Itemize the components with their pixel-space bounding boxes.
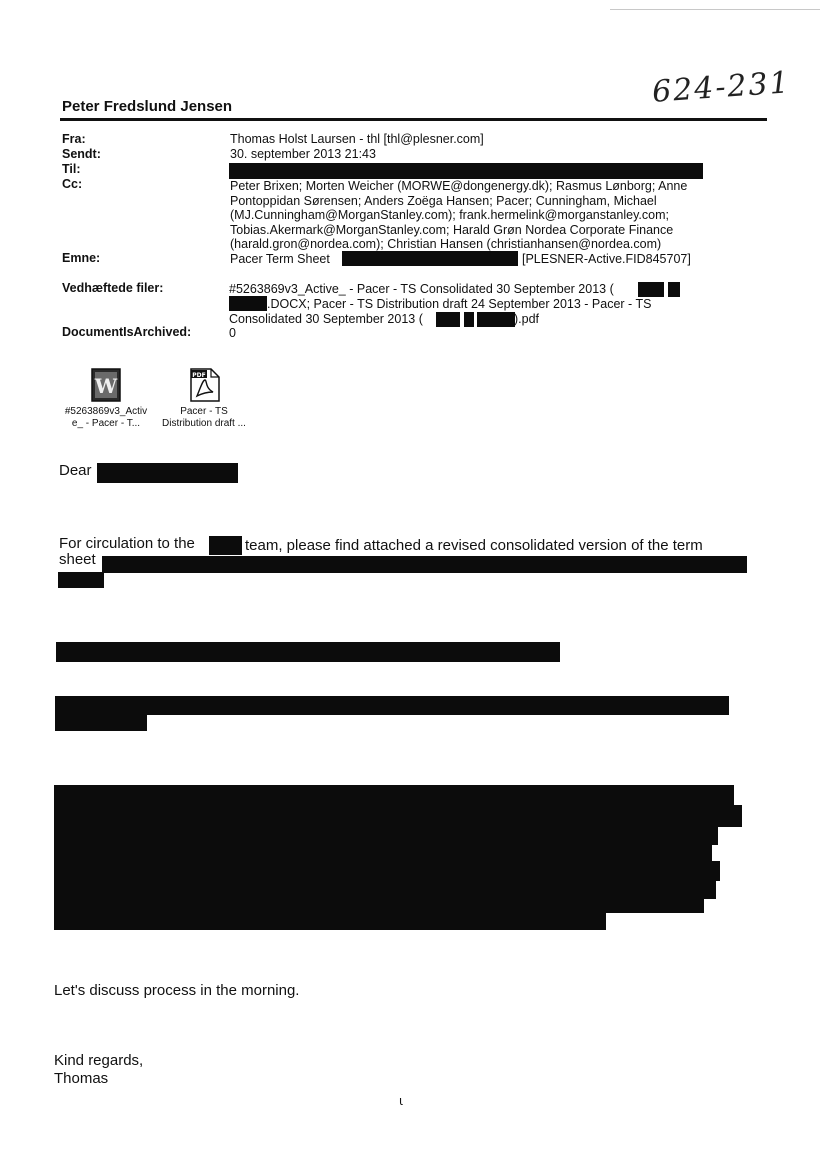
- redaction-attach-1: [638, 282, 664, 297]
- redaction-sheet-line-2: [58, 572, 104, 588]
- attachment-1-caption-line2: e_ - Pacer - T...: [71, 418, 141, 429]
- greeting: Dear: [59, 462, 92, 479]
- handwritten-note: 624-231: [650, 65, 792, 110]
- from-value: Thomas Holst Laursen - thl [thl@plesner.com]: [230, 132, 484, 146]
- attachments-label: Vedhæftede filer:: [62, 281, 164, 295]
- redaction-greeting-name: [97, 463, 238, 483]
- redaction-paragraph-3h: [54, 911, 606, 930]
- attachments-line-2: .DOCX; Pacer - TS Distribution draft 24 September 2013 - Pacer - TS: [267, 297, 652, 311]
- closing: Kind regards,: [54, 1052, 144, 1069]
- from-label: Fra:: [62, 132, 86, 146]
- attachment-2-caption-line1: Pacer - TS: [180, 406, 228, 417]
- redaction-attach-4: [436, 312, 460, 327]
- archived-value: 0: [229, 326, 236, 340]
- redaction-team-name: [209, 536, 242, 555]
- attachments-line-3b: ).pdf: [514, 312, 540, 326]
- sent-value: 30. september 2013 21:43: [230, 147, 376, 161]
- redaction-paragraph-2a: [55, 696, 729, 715]
- redaction-attach-5: [464, 312, 474, 327]
- sent-label: Sendt:: [62, 147, 101, 161]
- scan-artifact-line: [610, 9, 820, 10]
- document-owner-name: Peter Fredslund Jensen: [62, 98, 233, 115]
- cc-label: Cc:: [62, 177, 83, 191]
- redaction-paragraph-1: [56, 642, 560, 662]
- cc-line: (harald.gron@nordea.com); Christian Hansen (christianhansen@nordea.com): [230, 237, 662, 251]
- subject-suffix: [PLESNER-Active.FID845707]: [522, 252, 691, 266]
- archived-label: DocumentIsArchived:: [62, 325, 192, 339]
- redaction-attach-3: [229, 296, 267, 311]
- cc-line: Peter Brixen; Morten Weicher (MORWE@dongenergy.dk); Rasmus Lønborg; Anne: [230, 179, 688, 193]
- cc-line: Tobias.Akermark@MorganStanley.com; Harald Grøn Nordea Corporate Finance: [230, 222, 674, 237]
- pdf-document-icon[interactable]: [189, 368, 219, 402]
- svg-text:PDF: PDF: [192, 372, 206, 379]
- svg-text:W: W: [94, 374, 118, 398]
- attachment-1-caption[interactable]: [52, 406, 160, 430]
- cc-line: Pontoppidan Sørensen; Anders Zoëga Hansen; Pacer; Cunningham, Michael: [230, 193, 657, 208]
- redaction-sheet-line: [102, 556, 747, 573]
- word-document-icon[interactable]: [91, 368, 121, 402]
- redaction-attach-2: [668, 282, 680, 297]
- page-marker: ι: [399, 1094, 404, 1108]
- to-label: Til:: [62, 162, 81, 176]
- subject-prefix: Pacer Term Sheet: [230, 252, 330, 266]
- redaction-paragraph-3a: [54, 785, 734, 807]
- subject-label: Emne:: [62, 251, 101, 265]
- attachments-line-1: #5263869v3_Active_ - Pacer - TS Consolidated 30 September 2013 (: [229, 282, 614, 296]
- redaction-attach-6: [477, 312, 515, 327]
- attachment-2-caption-line2: Distribution draft ...: [162, 418, 246, 429]
- attachments-line-3a: Consolidated 30 September 2013 (: [229, 312, 423, 326]
- redaction-paragraph-3c: [54, 825, 718, 845]
- cc-line: (MJ.Cunningham@MorganStanley.com); frank.hermelink@morganstanley.com;: [230, 208, 669, 222]
- circulation-text-2: team, please find attached a revised consolidated version of the term: [245, 537, 703, 554]
- redaction-subject: [342, 251, 518, 266]
- redaction-paragraph-3d: [54, 843, 712, 863]
- header-rule: [60, 118, 767, 121]
- attachment-1-caption-line1: #5263869v3_Activ: [64, 406, 148, 417]
- redaction-paragraph-3f: [54, 879, 716, 899]
- circulation-text-1: For circulation to the: [59, 535, 195, 552]
- redaction-paragraph-2b: [55, 713, 147, 731]
- redaction-paragraph-3e: [54, 861, 720, 881]
- signature: Thomas: [54, 1070, 109, 1087]
- redaction-paragraph-3b: [54, 805, 742, 827]
- redaction-to: [229, 163, 703, 179]
- cc-value: [230, 179, 760, 252]
- discuss-line: Let's discuss process in the morning.: [54, 982, 300, 999]
- attachment-2-caption[interactable]: [150, 406, 258, 430]
- circulation-text-3: sheet: [59, 551, 96, 568]
